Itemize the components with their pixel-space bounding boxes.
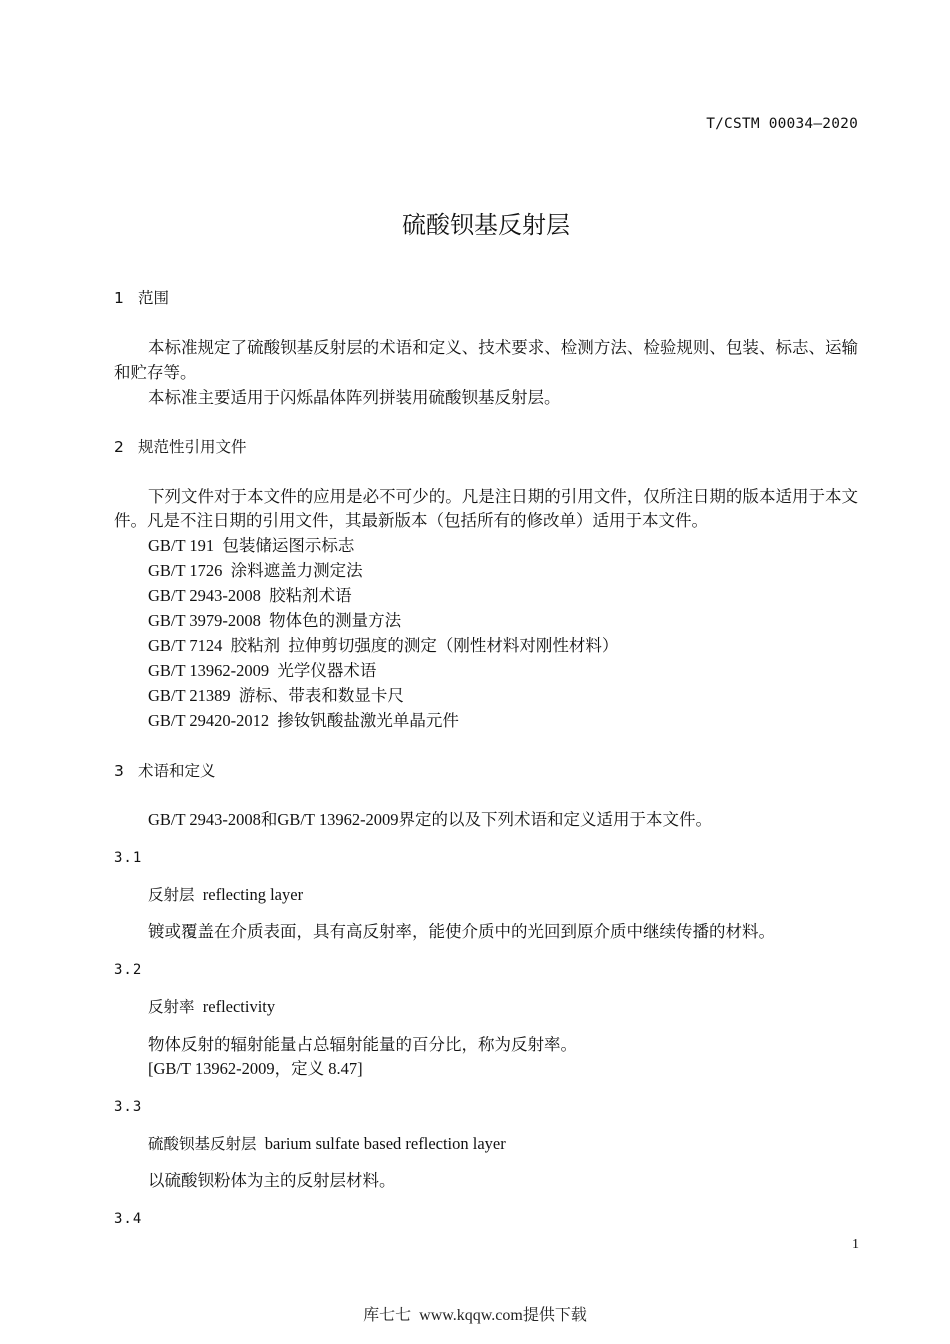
reference-item	[114, 584, 858, 609]
term-definition: 以硫酸钡粉体为主的反射层材料。	[148, 1171, 396, 1190]
reference-title: 光学仪器术语	[277, 660, 377, 680]
reference-title: 物体色的测量方法	[269, 611, 402, 631]
section-2-number: 2	[114, 438, 124, 456]
term-chinese: 反射率	[148, 998, 195, 1016]
section-3-number: 3	[114, 762, 124, 780]
page-number: 1	[852, 1237, 859, 1252]
reference-item	[114, 709, 858, 734]
reference-title: 掺钕钒酸盐激光单晶元件	[277, 710, 459, 730]
reference-code: GB/T 3979-2008	[148, 611, 261, 631]
term-definition: 镀或覆盖在介质表面，具有高反射率，能使介质中的光回到原介质中继续传播的材料。	[148, 922, 775, 941]
page-title: 硫酸钡基反射层	[402, 211, 570, 239]
section-1-number: 1	[114, 289, 124, 307]
clause-number: 3.1	[114, 850, 143, 866]
download-footer: 库七七 www.kqqw.com提供下载	[363, 1307, 587, 1324]
section-1-paragraph-2: 本标准主要适用于闪烁晶体阵列拼装用硫酸钡基反射层。	[148, 388, 561, 407]
term-entry	[148, 1132, 506, 1156]
section-1-body	[114, 335, 858, 410]
section-2-paragraph-1: 下列文件对于本文件的应用是必不可少的。凡是注日期的引用文件，仅所注日期的版本适用于本文件。凡是不注日期的引用文件，其最新版本（包括所有的修改单）适用于本文件。	[114, 486, 858, 531]
reference-code: GB/T 1726	[148, 561, 223, 581]
reference-item	[114, 684, 858, 709]
reference-item	[114, 559, 858, 584]
reference-code: GB/T 21389	[148, 685, 231, 705]
section-3-intro	[114, 808, 858, 832]
term-entry	[148, 883, 303, 907]
section-2-heading: 规范性引用文件	[138, 438, 247, 456]
term-english: reflectivity	[202, 997, 276, 1016]
clause-number: 3.4	[114, 1211, 143, 1227]
reference-code: GB/T 191	[148, 536, 215, 556]
reference-code: GB/T 7124	[148, 635, 223, 655]
reference-item	[114, 659, 858, 684]
section-2-body	[114, 485, 858, 734]
term-english: barium sulfate based reflection layer	[264, 1134, 506, 1153]
reference-title: 胶粘剂 拉伸剪切强度的测定（刚性材料对刚性材料）	[230, 635, 619, 655]
reference-title: 包装储运图示标志	[222, 536, 355, 556]
document-code: T/CSTM 00034—2020	[706, 116, 858, 132]
clause-number: 3.3	[114, 1099, 143, 1115]
term-chinese: 反射层	[148, 886, 195, 904]
reference-title: 游标、带表和数显卡尺	[238, 685, 404, 705]
reference-item	[114, 534, 858, 559]
term-entry	[148, 995, 275, 1019]
reference-title: 涂料遮盖力测定法	[230, 561, 363, 581]
term-definition: 物体反射的辐射能量占总辐射能量的百分比，称为反射率。	[148, 1035, 577, 1054]
section-1-paragraph-1: 本标准规定了硫酸钡基反射层的术语和定义、技术要求、检测方法、检验规则、包装、标志、运输和贮存等。	[114, 338, 858, 382]
term-english: reflecting layer	[202, 885, 304, 904]
term-source: [GB/T 13962-2009，定义 8.47]	[148, 1059, 363, 1078]
reference-code: GB/T 2943-2008	[148, 586, 261, 606]
term-chinese: 硫酸钡基反射层	[148, 1135, 257, 1153]
reference-item	[114, 634, 858, 659]
reference-code: GB/T 13962-2009	[148, 660, 270, 680]
section-3-heading: 术语和定义	[138, 762, 216, 780]
section-3-intro-text: GB/T 2943-2008和GB/T 13962-2009界定的以及下列术语和定义适用于本文件。	[148, 810, 713, 829]
reference-item	[114, 609, 858, 634]
reference-title: 胶粘剂术语	[269, 586, 352, 606]
clause-number: 3.2	[114, 962, 143, 978]
reference-code: GB/T 29420-2012	[148, 710, 270, 730]
section-1-heading: 范围	[138, 289, 170, 307]
